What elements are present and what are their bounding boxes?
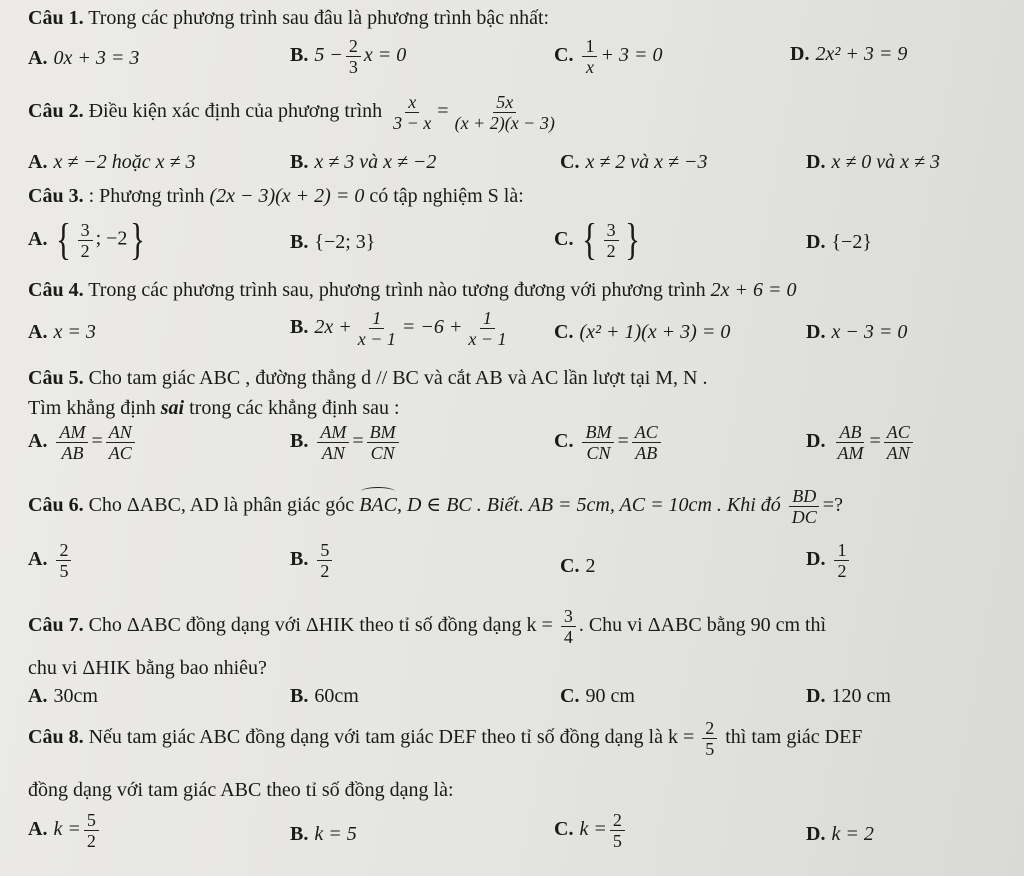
q8-stem-2: đồng dạng với tam giác ABC theo tỉ số đồng dạng là: <box>28 779 454 801</box>
q4-option-a[interactable]: A. x = 3 <box>28 321 96 343</box>
fraction: $\frac{3}{2}$ <box>604 220 619 261</box>
q5-stem-2: Tìm khẳng định sai trong các khẳng định sau : <box>28 397 400 419</box>
q1-option-a[interactable]: A. 0x + 3 = 3 <box>28 47 140 69</box>
q7-option-b[interactable]: B. 60cm <box>290 685 359 707</box>
q6-option-b[interactable]: B. $\frac{5}{2}$ <box>290 540 335 581</box>
fraction: $\frac{1}{x}$ <box>582 36 597 77</box>
q8-option-d[interactable]: D. k = 2 <box>806 823 874 845</box>
q1-text: Trong các phương trình sau đâu là phương trình bậc nhất: <box>88 7 550 29</box>
q8-option-c[interactable]: C. k = $\frac{2}{5}$ <box>554 810 628 851</box>
q6-option-c[interactable]: C. 2 <box>560 555 596 577</box>
q5-option-c[interactable]: C. $\frac{BM}{CN}$ = $\frac{AC}{AB}$ <box>554 422 664 463</box>
q8-option-a[interactable]: A. k = $\frac{5}{2}$ <box>28 810 102 851</box>
q8-stem: Câu 8. Nếu tam giác ABC đồng dạng với tam giác DEF theo tỉ số đồng dạng là k = $\frac{2}{5}$ thì tam giác DEF <box>28 718 863 759</box>
fraction: $\frac{5x}{(x + 2)(x - 3)}$ <box>454 92 555 133</box>
fraction: $\frac{1}{x - 1}$ <box>468 308 507 349</box>
q7-stem-2: chu vi ΔHIK bằng bao nhiêu? <box>28 657 267 679</box>
q6-stem: Câu 6. Cho ΔABC, AD là phân giác góc BAC, D ∈ BC . Biết. AB = 5cm, AC = 10cm . Khi đó $\frac{BD}{DC}$ =? <box>28 486 843 527</box>
q4-option-b[interactable]: B. 2x + $\frac{1}{x - 1}$ = −6 + $\frac{1}{x - 1}$ <box>290 308 513 349</box>
q1-option-c[interactable]: C. $\frac{1}{x}$ + 3 = 0 <box>554 36 663 77</box>
q2-stem: Câu 2. Điều kiện xác định của phương trình $\frac{x}{3 - x}$ = $\frac{5x}{(x + 2)(x - 3)}$ <box>28 92 561 133</box>
q8-option-b[interactable]: B. k = 5 <box>290 823 357 845</box>
q6-option-d[interactable]: D. $\frac{1}{2}$ <box>806 540 852 581</box>
q7-option-a[interactable]: A. 30cm <box>28 685 98 707</box>
q5-option-d[interactable]: D. $\frac{AB}{AM}$ = $\frac{AC}{AN}$ <box>806 422 916 463</box>
fraction: $\frac{x}{3 - x}$ <box>393 92 432 133</box>
q1-option-d[interactable]: D. 2x² + 3 = 9 <box>790 43 908 65</box>
q1-stem <box>28 6 549 30</box>
q7-stem: Câu 7. Cho ΔABC đồng dạng với ΔHIK theo tỉ số đồng dạng k = $\frac{3}{4}$ . Chu vi ΔABC bằng 90 cm thì <box>28 606 827 647</box>
q3-option-a[interactable]: A. { $\frac{3}{2}$ ; −2} <box>28 215 146 264</box>
q5-option-b[interactable]: B. $\frac{AM}{AN}$ = $\frac{BM}{CN}$ <box>290 422 402 463</box>
q5-stem: Câu 5. Cho tam giác ABC , đường thẳng d // BC và cắt AB và AC lần lượt tại M, N . <box>28 367 708 389</box>
q7-option-d[interactable]: D. 120 cm <box>806 685 891 707</box>
q3-option-c[interactable]: C. { $\frac{3}{2}$ } <box>554 215 640 264</box>
q2-option-b[interactable]: B. x ≠ 3 và x ≠ −2 <box>290 151 437 173</box>
q7-option-c[interactable]: C. 90 cm <box>560 685 635 707</box>
fraction: $\frac{3}{2}$ <box>78 220 93 261</box>
q4-stem: Câu 4. Trong các phương trình sau, phương trình nào tương đương với phương trình 2x + 6 = 0 <box>28 279 797 301</box>
q4-option-c[interactable]: C. (x² + 1)(x + 3) = 0 <box>554 321 731 343</box>
q3-option-d[interactable]: D. {−2} <box>806 231 872 253</box>
q6-option-a[interactable]: A. $\frac{2}{5}$ <box>28 540 74 581</box>
q2-option-a[interactable]: A. x ≠ −2 hoặc x ≠ 3 <box>28 151 196 173</box>
q1-option-b[interactable]: B. 5 − $\frac{2}{3}$ x = 0 <box>290 36 407 77</box>
q3-stem: Câu 3. : Phương trình (2x − 3)(x + 2) = 0 có tập nghiệm S là: <box>28 185 524 207</box>
angle-bac: BAC <box>359 494 397 517</box>
q2-option-c[interactable]: C. x ≠ 2 và x ≠ −3 <box>560 151 708 173</box>
q4-option-d[interactable]: D. x − 3 = 0 <box>806 321 908 343</box>
q2-option-d[interactable]: D. x ≠ 0 và x ≠ 3 <box>806 151 941 173</box>
fraction: $\frac{2}{3}$ <box>346 36 361 77</box>
fraction: $\frac{1}{x - 1}$ <box>357 308 396 349</box>
q1-label: Câu 1. <box>28 7 84 29</box>
q3-option-b[interactable]: B. {−2; 3} <box>290 231 376 253</box>
q5-option-a[interactable]: A. $\frac{AM}{AB}$ = $\frac{AN}{AC}$ <box>28 422 138 463</box>
